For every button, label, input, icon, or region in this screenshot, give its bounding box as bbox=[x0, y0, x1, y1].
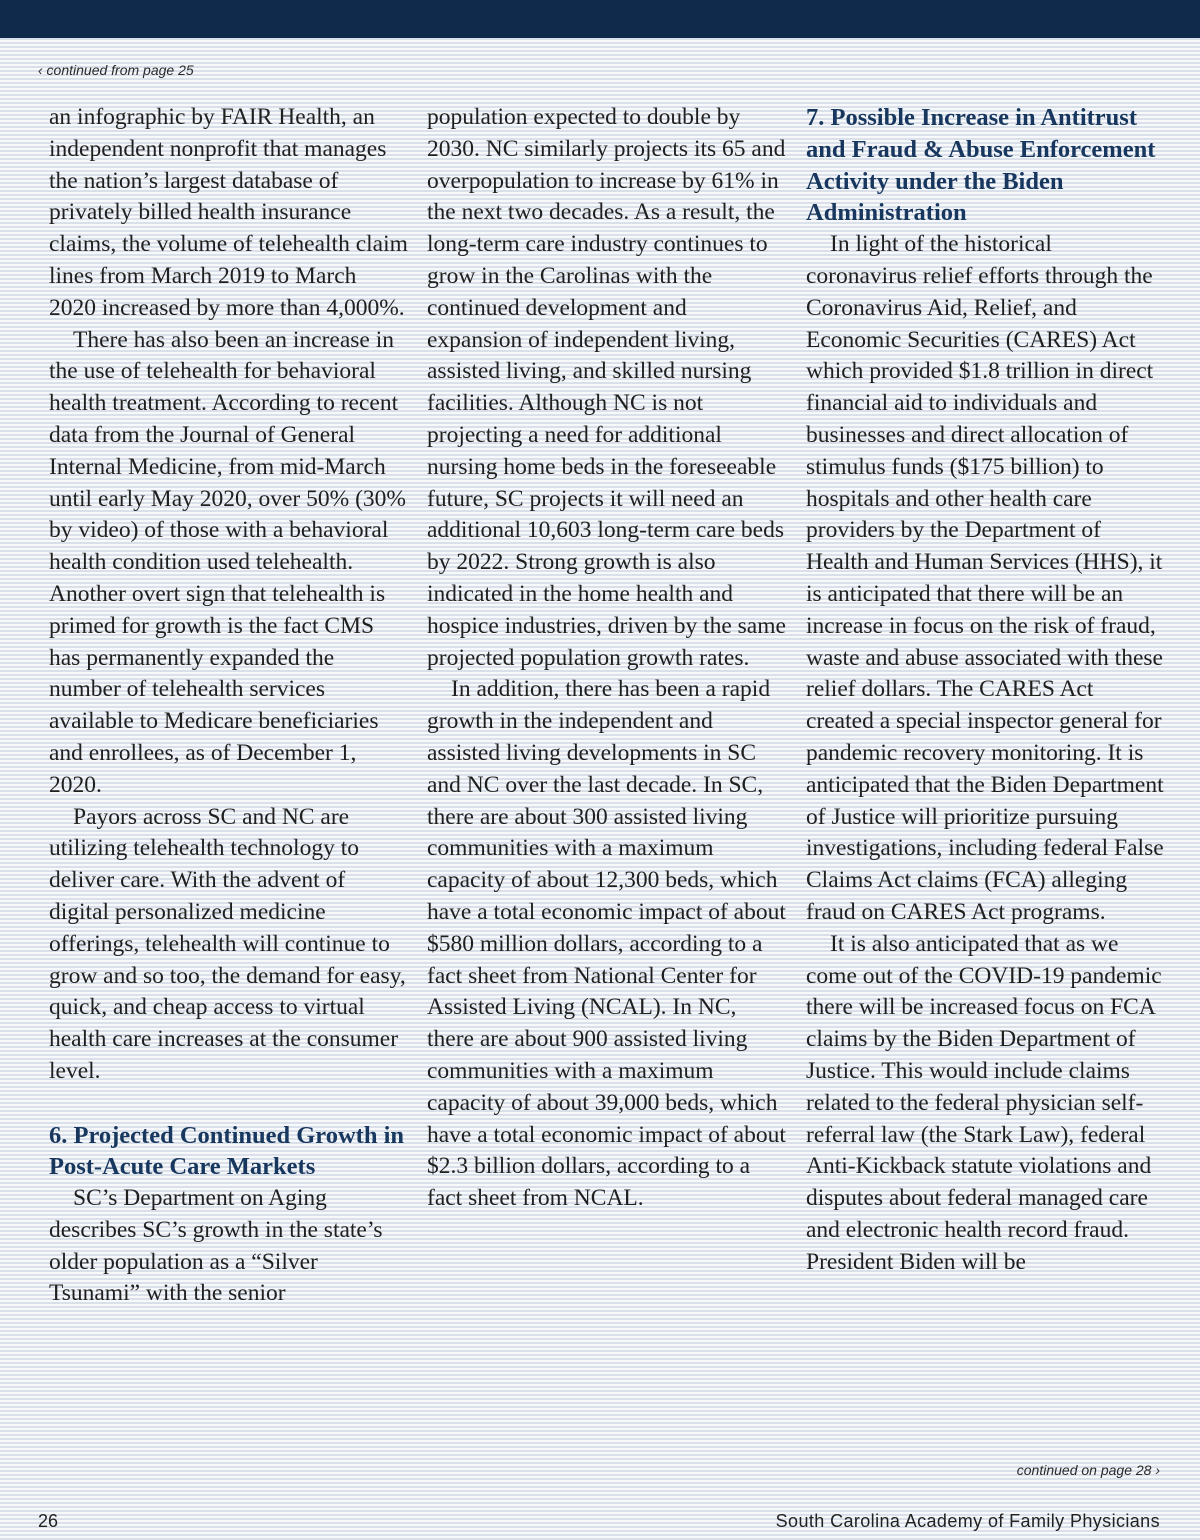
paragraph: There has also been an increase in the use of telehealth for behavioral health treatment. According to recent data from the Journal of General Internal Medicine, from mid-March until early May 2020, over 50% (30% by video) of those with a behavioral health condition used telehealth. Another overt sign that telehealth is primed for growth is the fact CMS has permanently expanded the number of telehealth services available to Medicare beneficiaries and enrollees, as of December 1, 2020. bbox=[49, 326, 406, 798]
continued-on-label: continued on page 28 › bbox=[1016, 1462, 1160, 1478]
article-column-3 bbox=[806, 102, 1166, 1278]
page-number: 26 bbox=[38, 1511, 59, 1531]
section-heading-7: 7. Possible Increase in Antitrust and Fraud & Abuse Enforcement Activity under the Biden Administration bbox=[806, 104, 1156, 227]
paragraph: SC’s Department on Aging describes SC’s growth in the state’s older population as a “Silver Tsunami” with the senior bbox=[49, 1185, 383, 1307]
article-column-1 bbox=[49, 102, 409, 1310]
article-column-2 bbox=[427, 102, 787, 1215]
paragraph: It is also anticipated that as we come out of the COVID-19 pandemic there will be increased focus on FCA claims by the Biden Department of Justice. This would include claims related to the federal physician self-referral law (the Stark Law), federal Anti-Kickback statute violations and disputes about federal managed care and electronic health record fraud. President Biden will be bbox=[806, 930, 1162, 1275]
paragraph: Payors across SC and NC are utilizing telehealth technology to deliver care. With the advent of digital personalized medicine offerings, telehealth will continue to grow and so too, the demand for easy, quick, and cheap access to virtual health care increases at the consumer level. bbox=[49, 803, 406, 1084]
section-heading-6: 6. Projected Continued Growth in Post-Acute Care Markets bbox=[49, 1121, 405, 1181]
paragraph: In light of the historical coronavirus relief efforts through the Coronavirus Aid, Relief, and Economic Securities (CARES) Act which provided $1.8 trillion in direct financial aid to individuals and businesses and direct allocation of stimulus funds ($175 billion) to hospitals and other health care providers by the Department of Health and Human Services (HHS), it is anticipated that there will be an increase in focus on the risk of fraud, waste and abuse associated with these relief dollars. The CARES Act created a special inspector general for pandemic recovery monitoring. It is anticipated that the Biden Department of Justice will prioritize pursuing investigations, including federal False Claims Act claims (FCA) alleging fraud on CARES Act programs. bbox=[806, 231, 1164, 925]
paragraph: In addition, there has been a rapid growth in the independent and assisted living developments in SC and NC over the last decade. In SC, there are about 300 assisted living communities with a maximum capacity of about 12,300 beds, which have a total economic impact of about $580 million dollars, according to a fact sheet from National Center for Assisted Living (NCAL). In NC, there are about 900 assisted living communities with a maximum capacity of about 39,000 beds, which have a total economic impact of about $2.3 billion dollars, according to a fact sheet from NCAL. bbox=[427, 676, 786, 1212]
paragraph: an infographic by FAIR Health, an independent nonprofit that manages the nation’s largest database of privately billed health insurance claims, the volume of telehealth claim lines from March 2019 to March 2020 increased by more than 4,000%. bbox=[49, 104, 408, 321]
publication-name: South Carolina Academy of Family Physicians bbox=[775, 1511, 1160, 1531]
paragraph: population expected to double by 2030. NC similarly projects its 65 and overpopulation to increase by 61% in the next two decades. As a result, the long-term care industry continues to grow in the Carolinas with the continued development and expansion of independent living, assisted living, and skilled nursing facilities. Although NC is not projecting a need for additional nursing home beds in the foreseeable future, SC projects it will need an additional 10,603 long-term care beds by 2022. Strong growth is also indicated in the home health and hospice industries, driven by the same projected population growth rates. bbox=[427, 104, 786, 671]
top-banner bbox=[0, 0, 1200, 38]
continued-from-label: ‹ continued from page 25 bbox=[38, 62, 194, 78]
